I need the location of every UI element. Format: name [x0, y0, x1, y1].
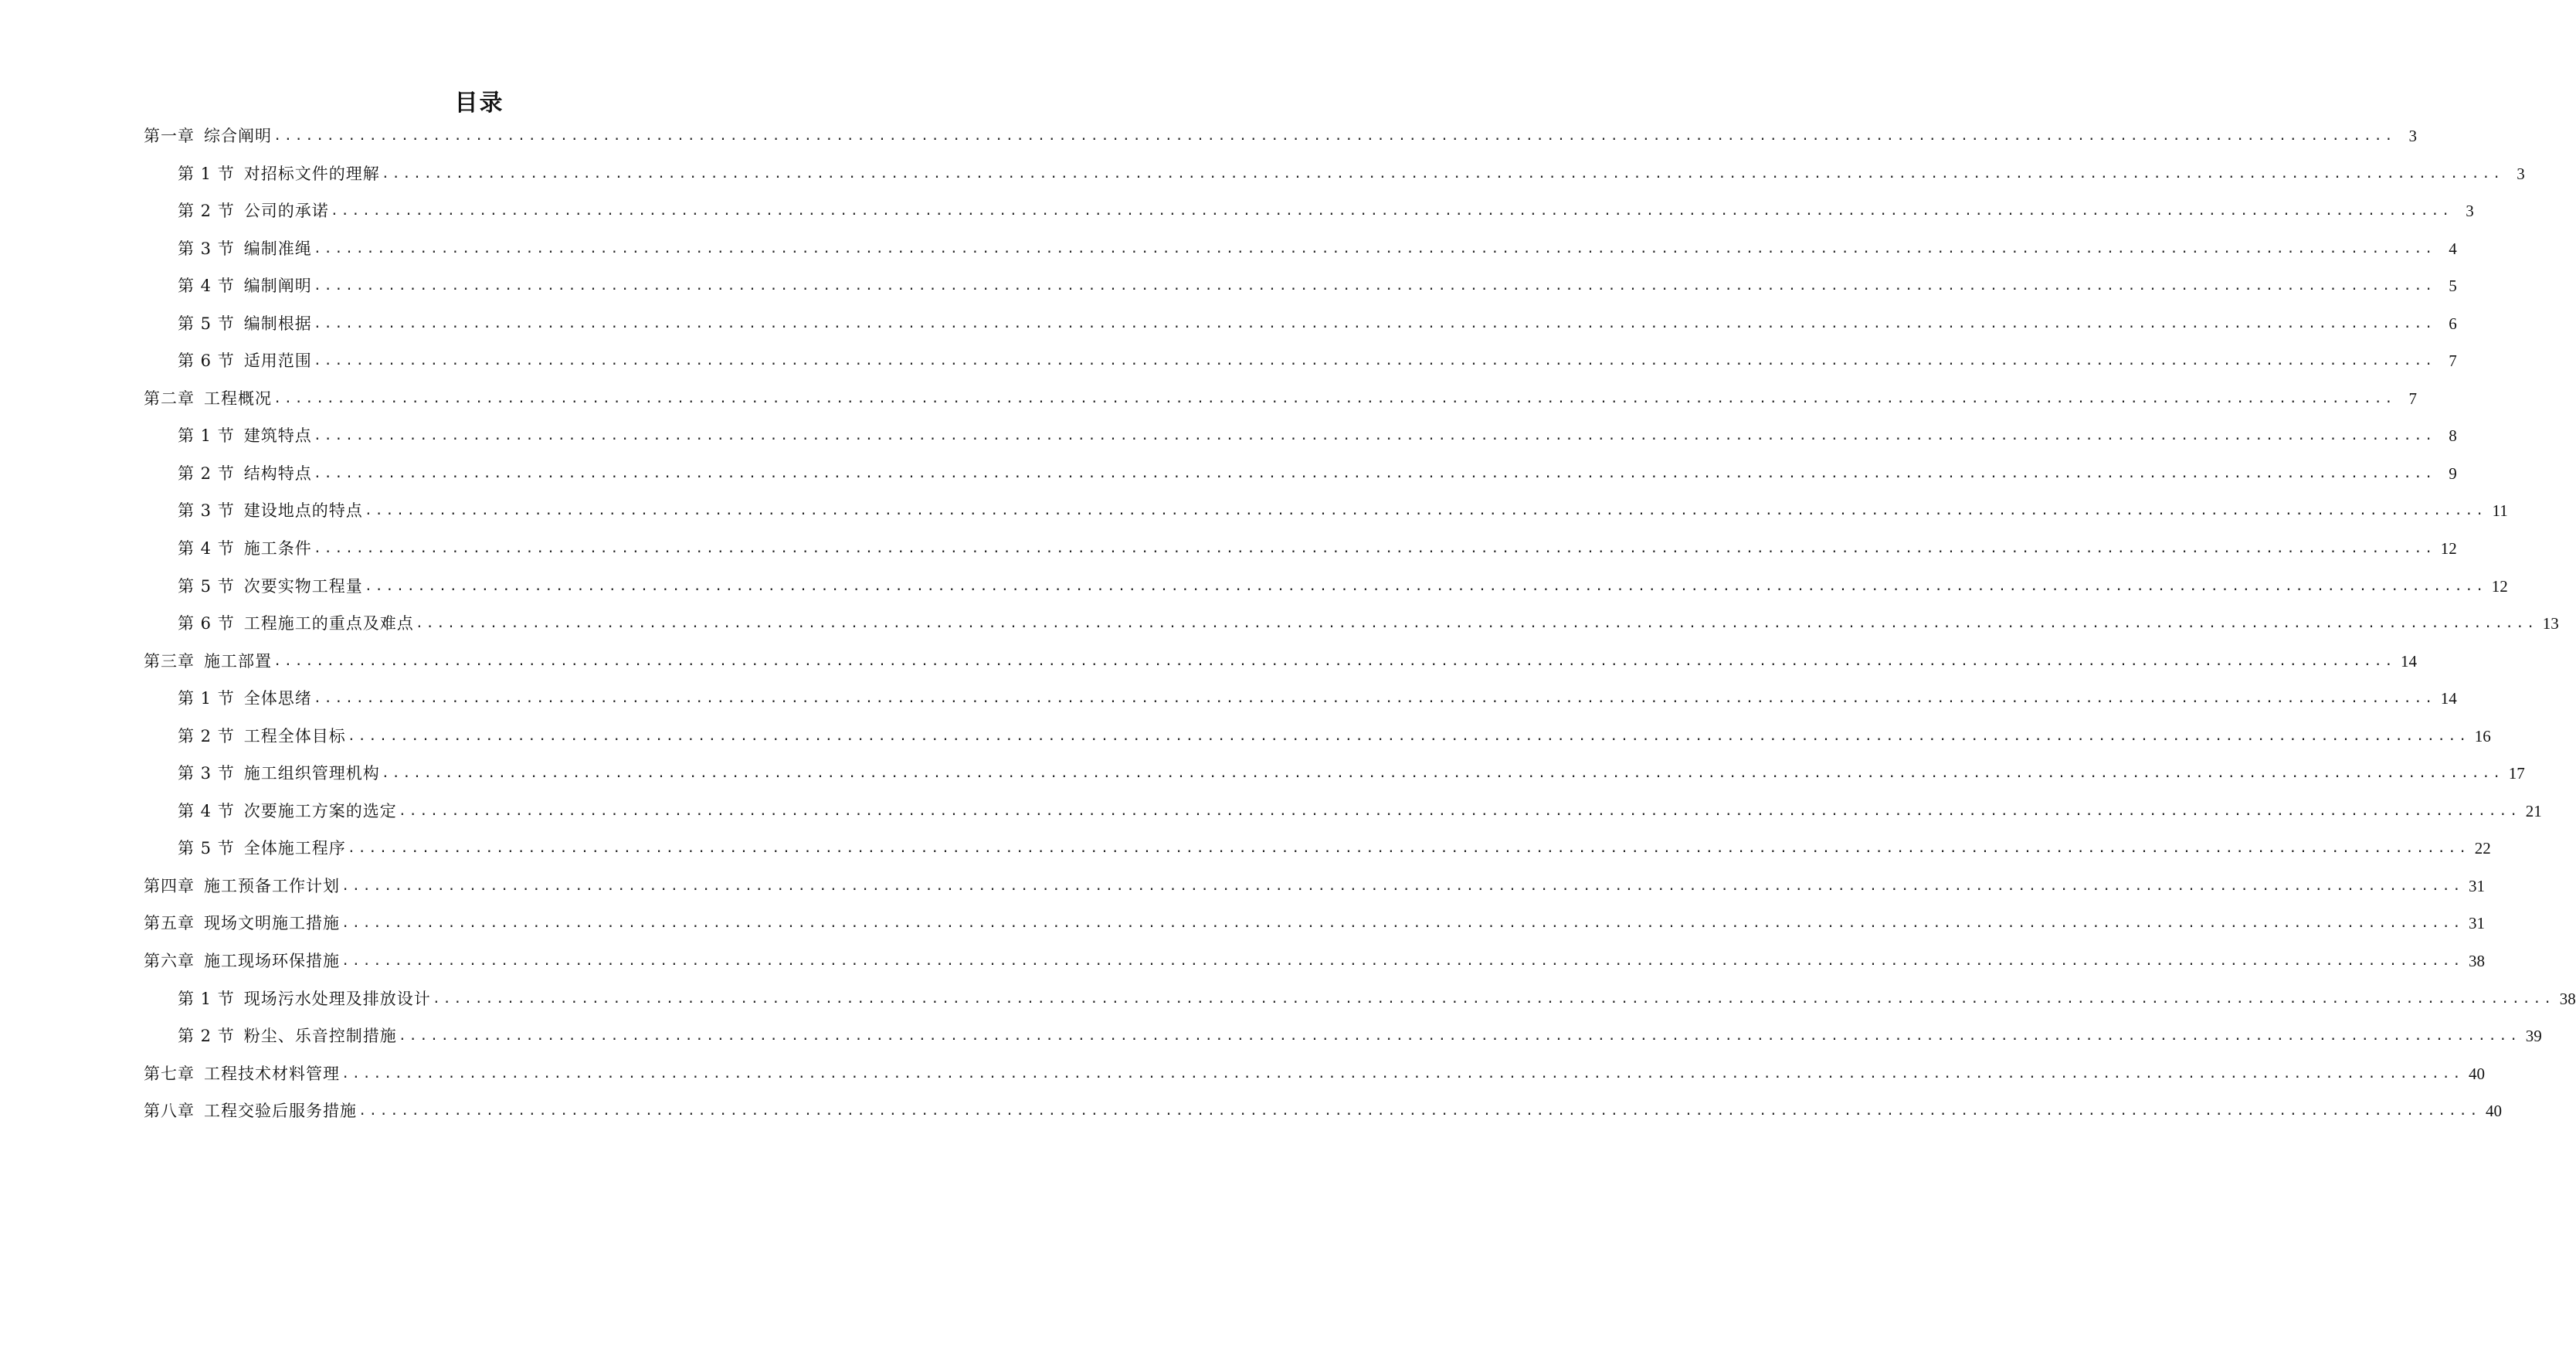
dot-leader: ........................................................................................................................................................................................................	[313, 315, 2435, 331]
toc-entry-number: 第四章	[144, 876, 195, 895]
toc-entry-title: 工程施工的重点及难点	[243, 614, 414, 633]
toc-entry-title: 施工预备工作计划	[204, 876, 340, 895]
dot-leader: ........................................................................................................................................................................................................	[313, 353, 2435, 369]
toc-entry-number: 第 4 节	[178, 539, 235, 559]
toc-chapter-entry[interactable]	[144, 951, 2485, 989]
dot-leader: ........................................................................................................................................................................................................	[381, 766, 2503, 782]
toc-page-number: 12	[2440, 539, 2457, 559]
toc-entry-title: 适用范围	[243, 351, 312, 371]
toc-section-entry[interactable]	[144, 239, 2457, 277]
toc-page-number: 31	[2468, 914, 2485, 933]
toc-entry-label	[144, 1101, 358, 1121]
dot-leader: ........................................................................................................................................................................................................	[398, 803, 2520, 819]
toc-entry-number: 第一章	[144, 127, 195, 145]
toc-section-entry[interactable]	[144, 613, 2559, 651]
toc-page-number: 40	[2485, 1102, 2502, 1121]
toc-entry-title: 结构特点	[243, 464, 312, 483]
dot-leader: ........................................................................................................................................................................................................	[313, 541, 2435, 557]
toc-entry-label	[144, 876, 341, 896]
toc-entry-number: 第 2 节	[178, 1027, 235, 1046]
toc-entry-label	[178, 838, 348, 858]
toc-section-entry[interactable]	[144, 989, 2576, 1027]
toc-section-entry[interactable]	[144, 201, 2474, 239]
toc-page-number: 38	[2468, 952, 2485, 971]
dot-leader: ........................................................................................................................................................................................................	[381, 165, 2503, 182]
toc-page-number: 21	[2525, 801, 2542, 820]
toc-entry-title: 工程交验后服务措施	[204, 1102, 357, 1121]
dot-leader: ........................................................................................................................................................................................................	[313, 465, 2435, 481]
toc-page-number: 22	[2474, 839, 2491, 858]
toc-entry-label	[178, 314, 314, 334]
toc-entry-label	[178, 239, 314, 259]
table-of-contents	[144, 126, 2576, 1139]
toc-entry-number: 第 4 节	[178, 801, 235, 820]
dot-leader: ........................................................................................................................................................................................................	[347, 841, 2469, 857]
dot-leader: ........................................................................................................................................................................................................	[273, 390, 2395, 406]
toc-page-number: 17	[2508, 764, 2525, 783]
toc-entry-title: 次要施工方案的选定	[243, 801, 397, 820]
page-title: 目录	[454, 90, 504, 117]
toc-page-number: 14	[2400, 651, 2417, 671]
toc-entry-number: 第 3 节	[178, 501, 235, 521]
dot-leader: ........................................................................................................................................................................................................	[313, 240, 2435, 256]
toc-entry-title: 建筑特点	[243, 426, 312, 446]
toc-entry-title: 施工部置	[204, 651, 272, 671]
toc-chapter-entry[interactable]	[144, 1064, 2485, 1102]
toc-entry-title: 全体思绪	[243, 689, 312, 708]
toc-page-number: 31	[2468, 876, 2485, 895]
dot-leader: ........................................................................................................................................................................................................	[341, 953, 2463, 970]
toc-entry-label	[144, 651, 273, 671]
toc-page-number: 5	[2449, 277, 2457, 296]
toc-entry-title: 编制阐明	[243, 277, 312, 296]
toc-page-number: 3	[2408, 127, 2417, 145]
toc-section-entry[interactable]	[144, 351, 2457, 389]
toc-page-number: 6	[2449, 314, 2457, 333]
dot-leader: ........................................................................................................................................................................................................	[313, 691, 2435, 707]
toc-page-number: 7	[2449, 351, 2457, 371]
toc-page-number: 40	[2468, 1064, 2485, 1083]
toc-entry-label	[178, 763, 382, 783]
toc-entry-number: 第七章	[144, 1064, 195, 1083]
toc-entry-title: 现场污水处理及排放设计	[243, 989, 431, 1008]
toc-entry-label	[178, 426, 314, 446]
toc-entry-title: 公司的承诺	[243, 202, 329, 221]
toc-entry-label	[144, 951, 341, 971]
toc-chapter-entry[interactable]	[144, 651, 2417, 689]
toc-entry-label	[178, 1026, 399, 1046]
toc-entry-number: 第六章	[144, 952, 195, 971]
toc-entry-number: 第 6 节	[178, 614, 235, 633]
toc-chapter-entry[interactable]	[144, 876, 2485, 914]
toc-entry-label	[144, 913, 341, 933]
toc-page-number: 7	[2408, 389, 2417, 408]
toc-entry-number: 第 2 节	[178, 726, 235, 745]
toc-entry-number: 第八章	[144, 1102, 195, 1121]
dot-leader: ........................................................................................................................................................................................................	[432, 990, 2554, 1007]
toc-entry-number: 第 1 节	[178, 689, 235, 708]
dot-leader: ........................................................................................................................................................................................................	[364, 503, 2486, 519]
dot-leader: ........................................................................................................................................................................................................	[341, 878, 2463, 894]
toc-entry-number: 第 5 节	[178, 314, 235, 333]
toc-page-number: 14	[2440, 689, 2457, 708]
dot-leader: ........................................................................................................................................................................................................	[341, 1065, 2463, 1082]
toc-entry-label	[144, 126, 273, 146]
toc-page-number: 39	[2525, 1027, 2542, 1046]
toc-section-entry[interactable]	[144, 801, 2542, 839]
toc-entry-label	[144, 389, 273, 409]
toc-entry-label	[178, 613, 416, 633]
toc-chapter-entry[interactable]	[144, 1101, 2502, 1139]
toc-entry-number: 第 1 节	[178, 426, 235, 446]
toc-entry-title: 次要实物工程量	[243, 576, 363, 596]
toc-entry-number: 第二章	[144, 389, 195, 408]
toc-section-entry[interactable]	[144, 763, 2525, 801]
toc-entry-number: 第 6 节	[178, 351, 235, 371]
toc-entry-number: 第 5 节	[178, 839, 235, 858]
toc-entry-label	[178, 726, 348, 746]
toc-entry-label	[178, 276, 314, 296]
toc-entry-title: 对招标文件的理解	[243, 164, 380, 183]
toc-entry-title: 建设地点的特点	[243, 501, 363, 521]
toc-section-entry[interactable]	[144, 838, 2491, 876]
toc-section-entry[interactable]	[144, 576, 2508, 614]
toc-section-entry[interactable]	[144, 501, 2508, 538]
toc-section-entry[interactable]	[144, 164, 2525, 202]
toc-entry-title: 全体施工程序	[243, 839, 346, 858]
dot-leader: ........................................................................................................................................................................................................	[398, 1028, 2520, 1044]
toc-entry-label	[178, 201, 331, 221]
toc-section-entry[interactable]	[144, 688, 2457, 726]
toc-entry-title: 施工现场环保措施	[204, 952, 340, 971]
toc-entry-number: 第 2 节	[178, 464, 235, 483]
toc-entry-label	[178, 989, 433, 1009]
toc-entry-number: 第 3 节	[178, 764, 235, 783]
toc-chapter-entry[interactable]	[144, 389, 2417, 426]
dot-leader: ........................................................................................................................................................................................................	[313, 428, 2435, 444]
toc-page-number: 13	[2542, 614, 2559, 633]
toc-entry-title: 工程概况	[204, 389, 272, 408]
toc-chapter-entry[interactable]	[144, 126, 2417, 164]
toc-entry-number: 第 1 节	[178, 989, 235, 1008]
toc-entry-label	[178, 164, 382, 184]
toc-entry-title: 编制准绳	[243, 239, 312, 258]
toc-entry-number: 第三章	[144, 651, 195, 671]
toc-page-number: 4	[2449, 239, 2457, 258]
toc-entry-number: 第五章	[144, 914, 195, 933]
toc-entry-title: 编制根据	[243, 314, 312, 333]
toc-section-entry[interactable]	[144, 426, 2457, 464]
dot-leader: ........................................................................................................................................................................................................	[313, 278, 2435, 294]
toc-entry-label	[178, 351, 314, 371]
dot-leader: ........................................................................................................................................................................................................	[341, 915, 2463, 932]
toc-page-number: 3	[2517, 164, 2525, 183]
toc-section-entry[interactable]	[144, 464, 2457, 501]
toc-entry-title: 施工条件	[243, 539, 312, 559]
toc-entry-number: 第 5 节	[178, 576, 235, 596]
toc-entry-label	[178, 688, 314, 708]
toc-entry-title: 现场文明施工措施	[204, 914, 340, 933]
toc-page-number: 12	[2491, 576, 2508, 596]
dot-leader: ........................................................................................................................................................................................................	[358, 1103, 2480, 1119]
toc-entry-title: 粉尘、乐音控制措施	[243, 1027, 397, 1046]
dot-leader: ........................................................................................................................................................................................................	[330, 203, 2452, 219]
toc-page-number: 9	[2449, 464, 2457, 483]
toc-page-number: 8	[2449, 426, 2457, 446]
dot-leader: ........................................................................................................................................................................................................	[364, 578, 2486, 594]
toc-entry-label	[178, 576, 365, 596]
dot-leader: ........................................................................................................................................................................................................	[415, 616, 2537, 632]
toc-page-number: 3	[2466, 202, 2474, 221]
toc-entry-number: 第 4 节	[178, 277, 235, 296]
dot-leader: ........................................................................................................................................................................................................	[273, 128, 2395, 144]
toc-page-number: 16	[2474, 726, 2491, 745]
toc-page-number: 11	[2492, 501, 2508, 521]
toc-entry-label	[178, 501, 365, 521]
dot-leader: ........................................................................................................................................................................................................	[273, 653, 2395, 669]
toc-entry-label	[178, 801, 399, 821]
toc-section-entry[interactable]	[144, 314, 2457, 351]
toc-page-number: 38	[2559, 989, 2576, 1008]
toc-entry-number: 第 1 节	[178, 164, 235, 183]
dot-leader: ........................................................................................................................................................................................................	[347, 728, 2469, 744]
toc-section-entry[interactable]	[144, 726, 2491, 764]
toc-entry-title: 综合阐明	[204, 127, 272, 145]
toc-entry-title: 工程全体目标	[243, 726, 346, 745]
toc-entry-number: 第 3 节	[178, 239, 235, 258]
toc-section-entry[interactable]	[144, 276, 2457, 314]
toc-entry-label	[178, 538, 314, 559]
toc-section-entry[interactable]	[144, 538, 2457, 576]
toc-entry-title: 工程技术材料管理	[204, 1064, 340, 1083]
toc-entry-number: 第 2 节	[178, 202, 235, 221]
toc-entry-label	[144, 1064, 341, 1084]
toc-chapter-entry[interactable]	[144, 913, 2485, 951]
toc-entry-title: 施工组织管理机构	[243, 764, 380, 783]
toc-entry-label	[178, 464, 314, 484]
toc-section-entry[interactable]	[144, 1026, 2542, 1064]
